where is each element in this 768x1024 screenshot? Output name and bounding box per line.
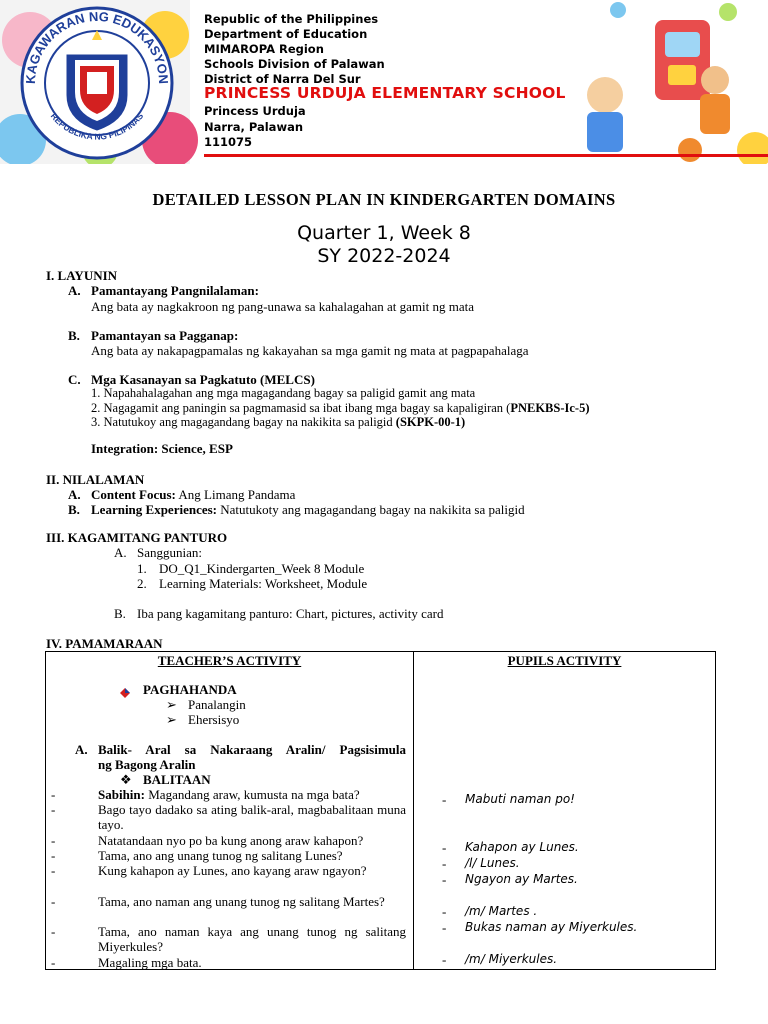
school-name: PRINCESS URDUJA ELEMENTARY SCHOOL bbox=[204, 84, 566, 102]
department-line: Department of Education bbox=[204, 27, 368, 41]
teacher-activity-header: TEACHER’S ACTIVITY bbox=[157, 653, 302, 668]
learning-experiences-line bbox=[91, 502, 525, 517]
teacher-line-7: Magaling mga bata. bbox=[98, 955, 202, 970]
dash: - bbox=[442, 904, 447, 919]
layunin-b-title: Pamantayan sa Pagganap: bbox=[91, 328, 239, 343]
sabihin-label: Sabihin: bbox=[98, 787, 145, 802]
seal-lettering bbox=[0, 0, 200, 164]
content-focus-text: Ang Limang Pandama bbox=[175, 487, 296, 502]
pupil-line-3: /l/ Lunes. bbox=[465, 856, 520, 870]
barangay-line: Princess Urduja bbox=[204, 104, 306, 118]
melc-2-text: 2. Nagagamit ang paningin sa pagmamasid sa ibat ibang mga bagay sa kapaligiran ( bbox=[91, 401, 511, 415]
dash: - bbox=[442, 792, 447, 807]
reference-1-text: DO_Q1_Kindergarten_Week 8 Module bbox=[159, 561, 365, 576]
pupils-activity-cell bbox=[414, 652, 716, 970]
dash: - bbox=[51, 833, 56, 848]
dash: - bbox=[442, 856, 447, 871]
step-a-title-line1: Balik- Aral sa Nakaraang Aralin/ Pagsisimula bbox=[98, 742, 406, 757]
sabihin-line bbox=[98, 787, 360, 802]
teacher-activity-cell bbox=[46, 652, 414, 970]
nilalaman-a-label: A. bbox=[68, 487, 81, 502]
integration-line: Integration: Science, ESP bbox=[91, 441, 233, 456]
learning-experiences-text: Natutukoty ang magagandang bagay na nakikita sa paligid bbox=[217, 502, 525, 517]
prep-item-1: Panalangin bbox=[188, 697, 246, 712]
section-pamamaraan-heading: IV. PAMAMARAAN bbox=[46, 636, 163, 651]
prep-item-2: Ehersisyo bbox=[188, 712, 240, 727]
pupil-line-1: Mabuti naman po! bbox=[465, 792, 575, 806]
dash: - bbox=[51, 863, 56, 878]
dash: - bbox=[51, 894, 56, 909]
pupil-line-4: Ngayon ay Martes. bbox=[465, 872, 578, 886]
dash: - bbox=[51, 787, 56, 802]
dash: - bbox=[51, 924, 56, 939]
school-year-line: SY 2022-2024 bbox=[317, 245, 451, 267]
letterhead-text bbox=[204, 12, 385, 87]
melc-2 bbox=[91, 401, 590, 416]
melc-3-code: (SKPK-00-1) bbox=[395, 415, 466, 429]
teacher-line-3: Tama, ano ang unang tunog ng salitang Lunes? bbox=[98, 848, 343, 863]
dash: - bbox=[51, 802, 56, 817]
layunin-a-label: A. bbox=[68, 283, 81, 298]
reference-1-num: 1. bbox=[137, 561, 147, 576]
reference-2-text: Learning Materials: Worksheet, Module bbox=[159, 576, 368, 591]
dash: - bbox=[442, 920, 447, 935]
section-kagamitan-heading: III. KAGAMITANG PANTURO bbox=[46, 530, 228, 545]
diamond-bullet-icon bbox=[120, 685, 130, 695]
school-address bbox=[204, 104, 306, 151]
town-line: Narra, Palawan bbox=[204, 119, 304, 134]
arrow-bullet-icon: ➢ bbox=[166, 712, 177, 727]
learning-experiences-label: Learning Experiences: bbox=[91, 502, 218, 517]
layunin-a-text: Ang bata ay nagkakroon ng pang-unawa sa kahalagahan at gamit ng mata bbox=[91, 299, 474, 314]
layunin-c-title: Mga Kasanayan sa Pagkatuto (MELCS) bbox=[91, 372, 315, 387]
dash: - bbox=[442, 840, 447, 855]
teacher-line-6: Tama, ano naman kaya ang unang tunog ng salitang Miyerkules? bbox=[98, 924, 406, 954]
svg-text:KAGAWARAN NG EDUKASYON: KAGAWARAN NG EDUKASYON bbox=[22, 8, 172, 85]
step-a-title-line2: ng Bagong Aralin bbox=[98, 757, 196, 772]
pupil-line-6: Bukas naman ay Miyerkules. bbox=[465, 920, 638, 934]
teacher-line-4: Kung kahapon ay Lunes, ano kayang araw ngayon? bbox=[98, 863, 367, 878]
section-layunin-heading: I. LAYUNIN bbox=[46, 268, 118, 283]
content-focus-label: Content Focus: bbox=[91, 487, 176, 502]
activity-table bbox=[45, 651, 716, 970]
layunin-a-title: Pamantayang Pangnilalaman: bbox=[91, 283, 259, 298]
kagamitan-a-label: A. bbox=[114, 545, 127, 560]
nilalaman-b-label: B. bbox=[68, 502, 80, 517]
pupil-line-7: /m/ Miyerkules. bbox=[465, 952, 558, 966]
layunin-b-label: B. bbox=[68, 328, 80, 343]
layunin-c-label: C. bbox=[68, 372, 81, 387]
teacher-line-5: Tama, ano naman ang unang tunog ng salitang Martes? bbox=[98, 894, 385, 909]
melc-3-text: 3. Natutukoy ang magagandang bagay na nakikita sa paligid bbox=[91, 415, 396, 429]
content-focus-line bbox=[91, 487, 295, 502]
dash: - bbox=[442, 952, 447, 967]
other-materials-line: Iba pang kagamitang panturo: Chart, pictures, activity card bbox=[137, 606, 444, 621]
melc-1: 1. Napahahalagahan ang mga magagandang bagay sa paligid gamit ang mata bbox=[91, 386, 476, 400]
sanggunian-label: Sanggunian: bbox=[137, 545, 202, 560]
star-bullet-icon: ❖ bbox=[120, 772, 132, 787]
dash: - bbox=[51, 955, 56, 970]
reference-2-num: 2. bbox=[137, 576, 147, 591]
svg-text:REPUBLIKA NG PILIPINAS: REPUBLIKA NG PILIPINAS bbox=[48, 110, 146, 142]
division-line: Schools Division of Palawan bbox=[204, 57, 385, 71]
school-id-line: 111075 bbox=[204, 135, 253, 149]
melc-3 bbox=[91, 415, 465, 430]
document-title: DETAILED LESSON PLAN IN KINDERGARTEN DOMAINS bbox=[152, 190, 616, 209]
pupil-line-2: Kahapon ay Lunes. bbox=[465, 840, 579, 854]
layunin-b-text: Ang bata ay nakapagpamalas ng kakayahan sa mga gamit ng mata at pagpapahalaga bbox=[91, 343, 529, 358]
pupil-line-5: /m/ Martes . bbox=[465, 904, 538, 918]
paghahanda-label: PAGHAHANDA bbox=[143, 682, 237, 697]
region-line: MIMAROPA Region bbox=[204, 42, 324, 56]
district-line: District of Narra Del Sur bbox=[204, 72, 361, 86]
quarter-line: Quarter 1, Week 8 bbox=[297, 222, 471, 244]
teacher-line-1: Bago tayo dadako sa ating balik-aral, magbabalitaan muna tayo. bbox=[98, 802, 406, 832]
section-nilalaman-heading: II. NILALAMAN bbox=[46, 472, 145, 487]
sabihin-text: Magandang araw, kumusta na mga bata? bbox=[144, 787, 360, 802]
arrow-bullet-icon: ➢ bbox=[166, 697, 177, 712]
dash: - bbox=[51, 848, 56, 863]
letterhead bbox=[0, 0, 768, 164]
header-divider bbox=[204, 154, 768, 157]
pupils-activity-header: PUPILS ACTIVITY bbox=[507, 653, 622, 668]
balitaan-label: BALITAAN bbox=[143, 772, 211, 787]
republic-line: Republic of the Philippines bbox=[204, 12, 379, 26]
melc-2-code: PNEKBS-Ic-5) bbox=[510, 401, 590, 415]
dash: - bbox=[442, 872, 447, 887]
teacher-line-2: Natatandaan nyo po ba kung anong araw kahapon? bbox=[98, 833, 364, 848]
step-a-label: A. bbox=[75, 742, 88, 757]
kagamitan-b-label: B. bbox=[114, 606, 126, 621]
